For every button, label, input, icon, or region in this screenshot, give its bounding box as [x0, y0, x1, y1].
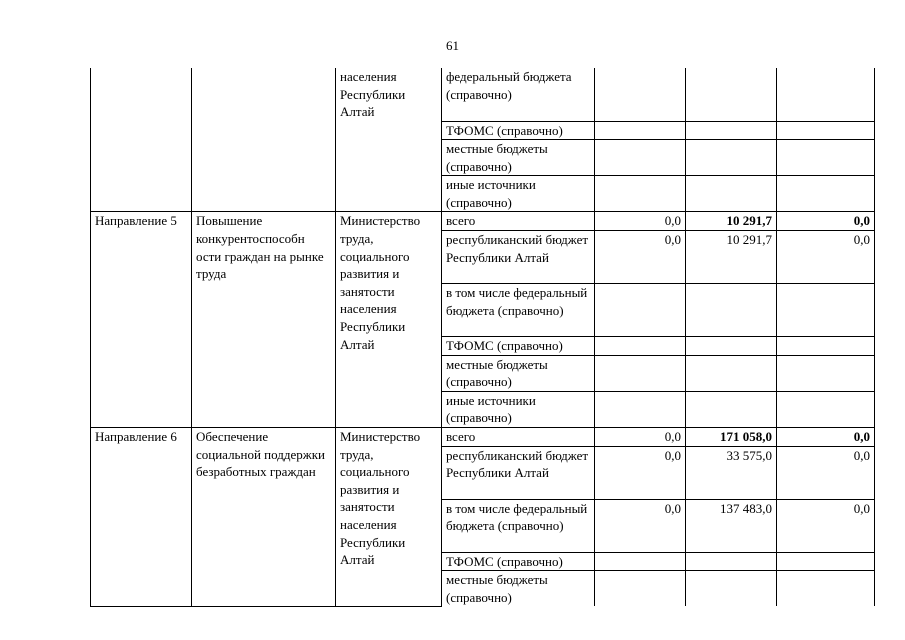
value-cell: 0,0	[777, 428, 875, 447]
value-cell	[686, 68, 777, 121]
funding-source-cell: ТФОМС (справочно)	[442, 552, 595, 571]
page-number: 61	[446, 38, 459, 53]
value-cell: 0,0	[595, 446, 686, 499]
value-cell	[595, 355, 686, 391]
table-row	[91, 212, 875, 231]
value-cell	[777, 176, 875, 212]
table-row	[91, 428, 875, 447]
value-cell: 0,0	[595, 428, 686, 447]
value-cell	[595, 121, 686, 140]
value-cell	[777, 391, 875, 427]
value-cell: 0,0	[595, 212, 686, 231]
value-cell: 0,0	[777, 499, 875, 552]
direction-name-cell: Обеспечение социальной поддержки безработных граждан	[192, 428, 336, 607]
funding-source-cell: местные бюджеты (справочно)	[442, 355, 595, 391]
funding-source-cell: местные бюджеты (справочно)	[442, 571, 595, 607]
value-cell	[777, 121, 875, 140]
direction-name-cell	[192, 68, 336, 212]
value-cell	[595, 176, 686, 212]
direction-code-cell: Направление 5	[91, 212, 192, 428]
value-cell: 171 058,0	[686, 428, 777, 447]
value-cell	[686, 571, 777, 607]
funding-source-cell: всего	[442, 428, 595, 447]
value-cell	[777, 355, 875, 391]
value-cell	[686, 176, 777, 212]
table-row	[91, 68, 875, 121]
value-cell: 137 483,0	[686, 499, 777, 552]
value-cell	[686, 121, 777, 140]
value-cell	[686, 552, 777, 571]
value-cell: 0,0	[777, 212, 875, 231]
funding-source-cell: федеральный бюджета (справочно)	[442, 68, 595, 121]
value-cell	[595, 337, 686, 356]
value-cell: 10 291,7	[686, 212, 777, 231]
value-cell	[595, 68, 686, 121]
direction-code-cell: Направление 6	[91, 428, 192, 607]
value-cell: 0,0	[595, 499, 686, 552]
value-cell	[777, 337, 875, 356]
funding-source-cell: республиканский бюджет Республики Алтай	[442, 446, 595, 499]
responsible-cell: населения Республики Алтай	[336, 68, 442, 212]
value-cell: 0,0	[777, 446, 875, 499]
value-cell	[777, 571, 875, 607]
funding-source-cell: всего	[442, 212, 595, 231]
value-cell	[595, 552, 686, 571]
funding-source-cell: местные бюджеты (справочно)	[442, 140, 595, 176]
value-cell: 33 575,0	[686, 446, 777, 499]
value-cell	[686, 355, 777, 391]
funding-source-cell: в том числе федеральный бюджета (справочно)	[442, 284, 595, 337]
direction-code-cell	[91, 68, 192, 212]
value-cell	[777, 140, 875, 176]
funding-source-cell: иные источники (справочно)	[442, 391, 595, 427]
responsible-cell: Министерство труда, социального развития и занятости населения Республики Алтай	[336, 212, 442, 428]
value-cell	[686, 391, 777, 427]
funding-source-cell: в том числе федеральный бюджета (справочно)	[442, 499, 595, 552]
funding-source-cell: ТФОМС (справочно)	[442, 121, 595, 140]
funding-source-cell: иные источники (справочно)	[442, 176, 595, 212]
value-cell	[595, 284, 686, 337]
value-cell	[595, 571, 686, 607]
budget-table	[90, 68, 875, 607]
value-cell	[686, 140, 777, 176]
value-cell	[595, 391, 686, 427]
value-cell	[686, 284, 777, 337]
value-cell	[686, 337, 777, 356]
value-cell: 0,0	[777, 231, 875, 284]
value-cell	[777, 552, 875, 571]
value-cell: 0,0	[595, 231, 686, 284]
value-cell	[777, 68, 875, 121]
funding-source-cell: республиканский бюджет Республики Алтай	[442, 231, 595, 284]
direction-name-cell: Повышение конкурентоспособн ости граждан на рынке труда	[192, 212, 336, 428]
value-cell	[595, 140, 686, 176]
funding-source-cell: ТФОМС (справочно)	[442, 337, 595, 356]
value-cell	[777, 284, 875, 337]
value-cell: 10 291,7	[686, 231, 777, 284]
responsible-cell: Министерство труда, социального развития и занятости населения Республики Алтай	[336, 428, 442, 607]
